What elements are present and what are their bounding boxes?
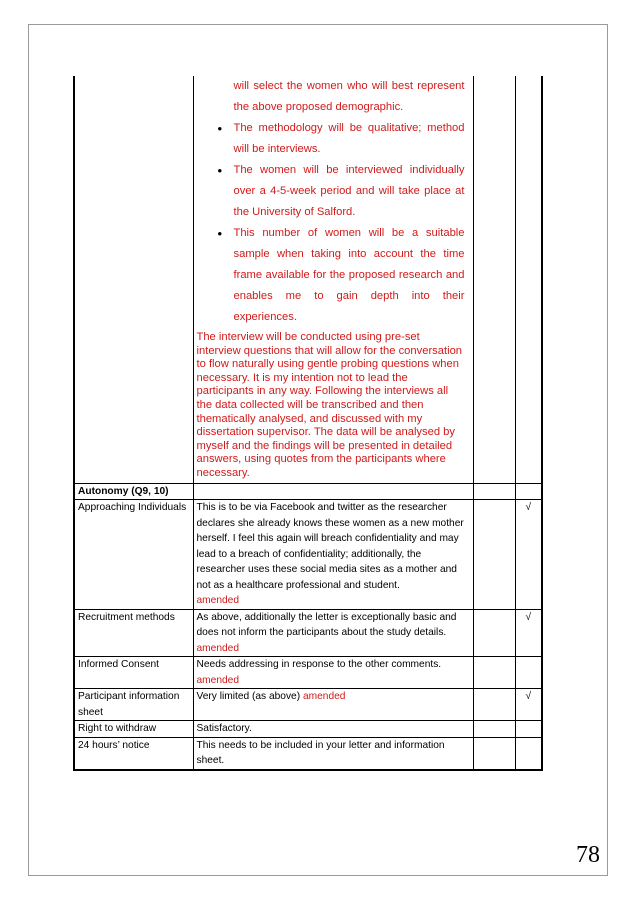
check-mark: √ [515, 609, 542, 657]
methodology-list [197, 76, 473, 328]
check-mark: √ [515, 500, 542, 610]
row-label: 24 hours’ notice [74, 737, 193, 770]
section-row [74, 483, 542, 500]
methodology-row [74, 76, 542, 483]
comment-text: This needs to be included in your letter and information sheet. [196, 739, 445, 767]
row-comment [193, 500, 473, 610]
methodology-item: • The women will be interviewed individually over a 4-5-week period and will take place at the University of Salford. [234, 160, 465, 223]
table-row [74, 737, 542, 770]
row-label: Approaching Individuals [74, 500, 193, 610]
comment-text: Needs addressing in response to the other comments. [196, 659, 442, 671]
page-number: 78 [576, 842, 600, 868]
amended-note: amended [196, 595, 239, 607]
ethics-review-table [73, 76, 543, 771]
row-label: Recruitment methods [74, 609, 193, 657]
row-comment [193, 609, 473, 657]
row-label: Right to withdraw [74, 721, 193, 738]
amended-note: amended [196, 674, 239, 686]
row-label: Participant information sheet [74, 689, 193, 721]
comment-text: Satisfactory. [196, 723, 252, 735]
table-row [74, 721, 542, 738]
methodology-item: will select the women who will best represent the above proposed demographic. [233, 80, 465, 113]
comment-text: This is to be via Facebook and twitter as the researcher declares she already knows these women as a new mother herself. I feel this again will breach confidentiality and may lead to a breach of confidentiality; additionally, the researcher uses these social media sites as a mother and not as a healthcare professional and student. [196, 502, 464, 591]
check-mark [515, 657, 542, 689]
row-comment [193, 737, 473, 770]
comment-text: As above, additionally the letter is exceptionally basic and does not inform the participants about the study details. [196, 611, 457, 639]
section-title: Autonomy (Q9, 10) [74, 483, 193, 500]
row-comment [193, 689, 473, 721]
table-row [74, 609, 542, 657]
row-comment [193, 657, 473, 689]
methodology-item: • This number of women will be a suitable sample when taking into account the time frame available for the proposed research and enables me to gain depth into their experiences. [234, 223, 465, 328]
table-row [74, 657, 542, 689]
check-mark [515, 721, 542, 738]
table-row [74, 500, 542, 610]
methodology-paragraph: The interview will be conducted using pre-set interview questions that will allow for the conversation to flow naturally using gentle probing questions when necessary. It is my intention not to lead the participants in any way. Following the interviews all the data collected will be transcribed and then thematically analysed, and discussed with my dissertation supervisor. The data will be analysed by myself and the findings will be presented in detailed answers, using quotes from the participants where necessary. [196, 331, 463, 479]
amended-note: amended [302, 691, 346, 703]
comment-text: Very limited (as above) [196, 691, 301, 703]
row-comment [193, 721, 473, 738]
check-mark [515, 737, 542, 770]
check-mark: √ [515, 689, 542, 721]
methodology-cell [193, 76, 473, 483]
amended-note: amended [196, 642, 239, 654]
methodology-item: • The methodology will be qualitative; method will be interviews. [234, 118, 465, 160]
table-row [74, 689, 542, 721]
row-label: Informed Consent [74, 657, 193, 689]
